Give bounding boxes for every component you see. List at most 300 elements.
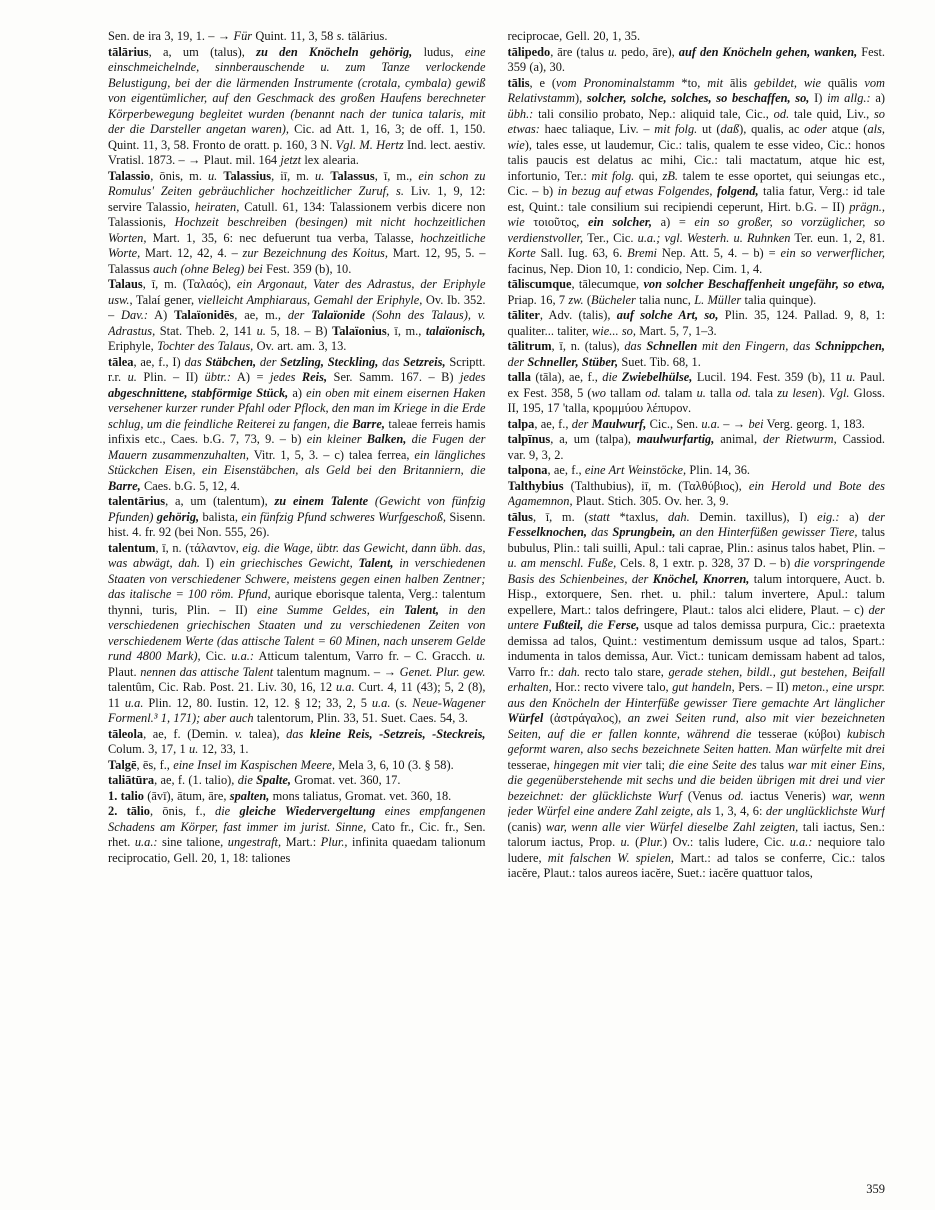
entry-text-segment: Ter. eun. 1, 2, 81. xyxy=(790,230,885,245)
entry-text-segment: Plin. 12, 80. Iustin. 12, 12. § 12; 33, 2, 5 xyxy=(143,695,372,710)
entry-text-segment: ) Ov.: talis ludere, Cic. xyxy=(663,835,790,849)
entry-text-segment: tālipedo xyxy=(507,44,551,59)
dictionary-entry xyxy=(108,494,486,541)
entry-text-segment: Ter., Cic. xyxy=(583,230,638,245)
entry-text-segment: a) xyxy=(870,91,885,105)
dictionary-entry xyxy=(108,45,486,169)
entry-text-segment: , ēs, f., xyxy=(136,757,174,772)
entry-text-segment: mit xyxy=(707,75,724,90)
entry-text-segment: folgend, xyxy=(716,184,759,198)
entry-text-segment: eig. die Wage, übtr. das Gewicht, dann übh. das, was abwägt, dah. xyxy=(108,540,486,570)
entry-text-segment: Plaut. Stich. 305. Ov. her. 3, 9. xyxy=(572,494,729,508)
entry-text-segment: Tochter des Talaus, xyxy=(157,339,254,353)
dictionary-entry xyxy=(108,758,486,774)
dictionary-entry xyxy=(108,541,486,727)
entry-text-segment: *to, xyxy=(674,75,708,90)
entry-text-segment: talaïonisch, xyxy=(425,323,486,338)
entry-text-segment: ein kleiner xyxy=(306,432,362,446)
entry-text-segment: Vgl. xyxy=(829,385,850,400)
entry-text-segment: Talaïonidēs xyxy=(174,308,235,322)
entry-text-segment: A) xyxy=(148,308,175,322)
entry-text-segment: Talaïonide xyxy=(311,308,366,322)
entry-text-segment: der xyxy=(571,416,589,431)
entry-text-segment: Verg. georg. 1, 183. xyxy=(763,416,865,431)
entry-text-segment: Fesselknochen, xyxy=(507,525,588,539)
entry-text-segment: nequiore talo ludere, xyxy=(507,835,885,865)
entry-text-segment: tesserae, xyxy=(507,757,554,772)
entry-text-segment: in bezug auf etwas Folgendes, xyxy=(557,184,713,198)
entry-text-segment: ein Herold und Bote des Agamemnon, xyxy=(507,478,885,508)
entry-text-segment: zu lesen xyxy=(777,385,818,400)
entry-text-segment: Sprungbein, xyxy=(612,525,676,539)
entry-text-segment: Cic. xyxy=(200,649,232,663)
entry-text-segment: als, wie xyxy=(507,122,885,152)
entry-text-segment: Mart. 5, 7, 1–3. xyxy=(635,323,717,338)
entry-text-segment: , e ( xyxy=(529,75,556,90)
entry-text-segment: gehörig, xyxy=(156,509,200,524)
entry-text-segment: ), qualis, ac xyxy=(739,122,805,136)
entry-text-segment xyxy=(375,804,384,818)
entry-text-segment: u.a. xyxy=(124,695,144,710)
entry-text-segment: τοιοῦτος, xyxy=(524,215,588,229)
entry-text-segment: u. xyxy=(696,385,706,400)
entry-text-segment: 1. talio xyxy=(108,788,144,803)
entry-text-segment: talpa xyxy=(507,416,535,431)
entry-text-segment: Für xyxy=(233,29,253,43)
entry-text-segment: zur Bezeichnung des Koitus, xyxy=(242,246,388,260)
entry-text-segment: , ī, m. (Ταλαός), xyxy=(142,277,237,291)
entry-text-segment: (Gewicht von fünfzig Pfunden) xyxy=(108,494,486,524)
entry-text-segment: Schnippchen, xyxy=(815,339,885,353)
entry-text-segment: Cassiod. var. 9, 3, 2. xyxy=(507,432,885,462)
entry-text-segment: wo xyxy=(591,385,606,400)
entry-text-segment: ). xyxy=(817,385,830,400)
entry-text-segment: talea), xyxy=(242,726,287,741)
entry-text-segment: bei xyxy=(748,416,764,431)
dictionary-entry xyxy=(508,76,886,278)
entry-text-segment: Catull. 61, 134: Talassionem verbis dicere non Talassionis, xyxy=(108,199,486,229)
entry-text-segment: talentûm, Cic. Rab. Post. 21. Liv. 30, 16, 12 xyxy=(108,680,336,694)
entry-text-segment: Schnellen xyxy=(646,339,698,353)
entry-text-segment: , ae, f. (1. talio), xyxy=(154,773,238,787)
column-right xyxy=(508,29,886,1193)
entry-text-segment: Talaus xyxy=(108,277,143,291)
entry-text-segment: Talgē xyxy=(108,757,137,772)
entry-text-segment: u. xyxy=(207,168,218,183)
entry-text-segment: Talthybius xyxy=(507,478,564,493)
dictionary-entry xyxy=(108,29,486,45)
entry-text-segment: atque ( xyxy=(826,122,868,136)
entry-text-segment: die xyxy=(587,618,603,632)
entry-text-segment: ), tales esse, ut laudemur, Cic.: talis, qualem te esse video, Cic.: honos talis paucis est delatus ac mihi, Cic.: tali mactatum, atque hic est, infortunio, Ter.: xyxy=(507,137,885,183)
entry-text-segment: Dav.: xyxy=(121,308,148,322)
entry-text-segment: tāliscumque xyxy=(507,277,572,291)
entry-text-segment: (Sohn des Talaus), v. Adrastus, xyxy=(108,308,486,338)
entry-text-segment: jetzt xyxy=(280,153,302,167)
entry-text-segment: mons taliatus, Gromat. vet. 360, 18. xyxy=(269,788,452,803)
entry-text-segment: Mart. 1, 35, 6: nec defuerunt tua verba, Talasse, xyxy=(146,230,421,245)
entry-text-segment: Reis, xyxy=(301,370,328,384)
entry-text-segment: Cic. ad Att. 1, 16, 3; de off. 1, 150. Quint. 11, 3, 58. Fronto de oratt. p. 160, 3 N. xyxy=(108,122,486,152)
entry-text-segment: zu den Knöcheln gehörig, xyxy=(256,44,413,59)
entry-text-segment: Fest. 359 (a), 30. xyxy=(507,44,885,74)
entry-text-segment: ein fünfzig Pfund schweres Wurfgeschoß, xyxy=(241,509,446,524)
entry-text-segment: (canis) xyxy=(507,819,546,834)
entry-text-segment: Vgl. M. Hertz xyxy=(335,137,404,152)
entry-text-segment: ( xyxy=(390,695,400,710)
entry-text-segment: Talassius xyxy=(223,168,272,183)
entry-text-segment: Eriphyle, xyxy=(108,339,158,353)
entry-text-segment: , ae, f., xyxy=(547,463,585,477)
entry-text-segment: Talent, xyxy=(403,602,439,617)
entry-text-segment: die Fugen der Mauern zusammenzuhalten, xyxy=(108,432,486,462)
entry-text-segment: u. xyxy=(476,649,486,663)
entry-text-segment: , ī, m., xyxy=(374,168,419,183)
entry-text-segment: mit den Fingern, das xyxy=(702,339,811,353)
entry-text-segment: Sall. Iug. 63, 6. xyxy=(535,246,628,260)
entry-text-segment: gleiche Wiedervergeltung xyxy=(239,804,376,818)
entry-text-segment: ( xyxy=(583,292,592,307)
entry-text-segment: tāleola xyxy=(108,726,144,741)
entry-text-segment: (āvī), ātum, āre, xyxy=(144,788,230,803)
entry-text-segment: facinus, Nep. Dion 10, 1: condicio, Nep. Cim. 1, 4. xyxy=(507,261,763,276)
entry-text-segment: ein oben mit einem eisernen Haken versehener kurzer runder Pfahl oder Pflock, den man im Kriege in die Erde schlug, um die feindliche Reiterei zu fangen, die xyxy=(108,385,486,431)
entry-text-segment: , ōnis, f., xyxy=(149,804,216,818)
entry-text-segment: Schneller, Stüber, xyxy=(527,354,619,369)
entry-text-segment: u.a. xyxy=(701,416,720,431)
dictionary-entry xyxy=(508,339,886,370)
entry-text-segment: in den verschiedenen griechischen Staaten und zu verschiedenen Zeiten von verschiedenem Werte (das attische Talent = 60 Minen, nach unserem Gelde rund 4800 Mark), xyxy=(108,602,486,663)
entry-text-segment: 5, 18. – B) xyxy=(265,323,333,338)
entry-text-segment: kubisch geformt waren, also sechs bezeichnete Seiten hatten. Man würfelte mit drei xyxy=(507,726,885,756)
entry-text-segment: eig.: xyxy=(817,509,840,524)
entry-text-segment: balista, xyxy=(199,509,242,524)
entry-text-segment: Scriptt. r.r. xyxy=(108,354,486,384)
entry-text-segment xyxy=(365,308,372,322)
entry-text-segment: der xyxy=(868,509,885,524)
entry-text-segment: , ae, f., I) xyxy=(133,354,185,369)
entry-text-segment: tali consilio probato, Nep.: aliquid tale, Cic., xyxy=(533,106,774,121)
entry-text-segment: A) = xyxy=(231,370,270,384)
entry-text-segment: der xyxy=(259,354,277,369)
entry-text-segment: ein schon zu Romulus' Zeiten gebräuchlicher hochzeitlicher Zuruf, s. xyxy=(108,168,486,198)
entry-text-segment: maulwurfartig, xyxy=(636,432,715,446)
entry-text-segment: u. xyxy=(189,742,199,756)
entry-text-segment: Würfel xyxy=(507,711,544,725)
entry-text-segment: tali iactus, Sen.: talorum iactus, Prop. xyxy=(507,819,885,849)
entry-text-segment: a) = xyxy=(651,215,695,229)
entry-text-segment: Balken, xyxy=(366,432,407,446)
entry-text-segment: das xyxy=(382,354,400,369)
entry-text-segment: Sen. de ira 3, 19, 1. – → xyxy=(108,29,234,43)
entry-text-segment xyxy=(368,494,375,508)
entry-text-segment: tala xyxy=(751,385,778,400)
entry-text-segment: Priap. 16, 7 xyxy=(507,292,569,307)
entry-text-segment: solcher, solche, solches, so beschaffen, so, xyxy=(586,91,810,105)
dictionary-entry xyxy=(508,29,886,45)
entry-text-segment: tallam xyxy=(606,385,646,400)
entry-text-segment: ludus, xyxy=(412,44,465,59)
entry-text-segment: der xyxy=(287,308,305,322)
entry-text-segment: (tāla), ae, f., xyxy=(530,370,603,384)
entry-text-segment: hingegen mit vier xyxy=(553,757,642,772)
dictionary-entry xyxy=(508,45,886,76)
entry-text-segment: Talaí gener, xyxy=(132,292,198,307)
entry-text-segment: Colum. 3, 17, 1 xyxy=(108,742,190,756)
entry-text-segment: die xyxy=(237,773,253,787)
entry-text-segment: der xyxy=(507,354,525,369)
entry-text-segment: , iī, m. xyxy=(271,168,316,183)
entry-text-segment: , ī, n. (τάλαντον, xyxy=(155,540,243,555)
entry-text-segment: u. xyxy=(315,168,325,183)
entry-text-segment: , ōnis, m. xyxy=(150,168,208,183)
entry-text-segment: talia nunc, xyxy=(635,292,695,307)
entry-text-segment: zB. xyxy=(662,168,679,183)
entry-text-segment: u.a.: xyxy=(134,835,158,849)
entry-text-segment: Hochzeit beschreiben (besingen) mit nicht hochzeitlichen Worten, xyxy=(108,215,486,245)
entry-text-segment: , tālecumque, xyxy=(571,277,644,291)
entry-text-segment: u.a. xyxy=(371,695,391,710)
dictionary-entry xyxy=(508,510,886,882)
entry-text-segment: Mart.: xyxy=(281,835,321,849)
entry-text-segment: Plin. 14, 36. xyxy=(686,463,751,477)
entry-text-segment: an zwei Seiten rund, also mit vier bezeichneten Seiten, auf die er fallen konnte, während die xyxy=(507,711,885,741)
entry-text-segment: Plin. 35, 124. Pallad. 9, 8, 1: qualiter... taliter, xyxy=(507,308,885,338)
entry-text-segment: wie... so, xyxy=(592,323,636,338)
entry-text-segment: talia quinque). xyxy=(741,292,817,307)
entry-text-segment: od. xyxy=(728,788,744,803)
entry-text-segment: Ind. lect. aestiv. Vratisl. 1873. – → Plaut. mil. 164 xyxy=(108,137,486,167)
entry-text-segment: das xyxy=(591,525,609,539)
entry-text-segment: ungestraft, xyxy=(227,835,282,849)
entry-text-segment: talam xyxy=(660,385,697,400)
entry-text-segment: ein so verwerflicher, xyxy=(780,246,885,260)
entry-text-segment: talla xyxy=(705,385,736,400)
column-left xyxy=(108,29,486,1193)
dictionary-entry xyxy=(108,773,486,789)
dictionary-entry xyxy=(108,355,486,495)
dictionary-entry xyxy=(108,277,486,355)
entry-text-segment: tālis xyxy=(507,75,530,90)
entry-text-segment: u.a.; vgl. Westerh. u. Ruhnken xyxy=(637,230,791,245)
entry-text-segment: (ἀστράγαλος), xyxy=(543,711,628,725)
dictionary-entry xyxy=(108,727,486,758)
entry-text-segment: v. xyxy=(234,726,243,741)
entry-text-segment: , āre (talus xyxy=(550,44,608,59)
entry-text-segment: gerade stehen, bildl., gut bestehen, Beifall erhalten, xyxy=(507,664,885,694)
entry-text-segment: lex alearia. xyxy=(301,153,359,167)
entry-text-segment: talem te esse oportet, qui seiungas etc., Cic. – b) xyxy=(507,168,885,198)
entry-text-segment: L. Müller xyxy=(694,292,742,307)
entry-text-segment: Plaut. xyxy=(108,664,141,679)
entry-text-segment: tāliter xyxy=(507,308,540,322)
entry-text-segment: ein griechisches Gewicht, xyxy=(219,556,353,570)
entry-text-segment: vielleicht Amphiaraus, Gemahl der Eriphyle, xyxy=(197,292,423,307)
entry-text-segment: Nep. Att. 5, 4. – b) = xyxy=(656,246,781,260)
entry-text-segment: Stat. Theb. 2, 141 xyxy=(155,323,257,338)
entry-text-segment: Setzreis, xyxy=(403,354,446,369)
dictionary-entry xyxy=(508,432,886,463)
entry-text-segment: Talaïonius xyxy=(332,323,387,338)
dictionary-entry xyxy=(508,463,886,479)
entry-text-segment: eine Insel im Kaspischen Meere, xyxy=(173,757,335,772)
entry-text-segment: vom Pronominalstamm xyxy=(555,75,675,90)
entry-text-segment: abgeschnittene, stabförmige Stück, xyxy=(108,385,289,400)
entry-text-segment: I) xyxy=(809,91,828,105)
entry-text-segment: animal, xyxy=(714,432,763,446)
entry-text-segment: Pers. – II) xyxy=(734,680,793,694)
entry-text-segment: in verschiedenen Staaten von verschiedener Schwere, meistens gegen einen halben Zentner; das italische = 100 röm. Pfund, xyxy=(108,556,486,601)
entry-text-segment: die vorspringende Basis des Schienbeines, der xyxy=(507,556,885,586)
entry-text-segment: s. Neue-Wagener Formenl.³ 1, 171); aber auch xyxy=(108,695,486,725)
entry-text-segment: Maulwurf, xyxy=(591,416,647,431)
entry-text-segment: Talassio xyxy=(108,168,151,183)
entry-text-segment: Stäbchen, xyxy=(205,354,257,369)
entry-text-segment: , ī, m., xyxy=(386,323,426,338)
entry-text-segment: die xyxy=(215,804,231,818)
entry-text-segment: Atticum talentum, Varro fr. – C. Gracch. xyxy=(254,649,477,663)
entry-text-segment: talentum magnum. – → xyxy=(273,664,400,679)
entry-text-segment: u. xyxy=(256,323,266,338)
entry-text-segment: war, wenn jeder Würfel eine andere Zahl zeigte, als xyxy=(507,788,885,818)
entry-text-segment: eine Summe Geldes, ein xyxy=(256,602,395,617)
entry-text-segment: recto talo stare, xyxy=(580,664,669,679)
dictionary-entry xyxy=(108,804,486,866)
entry-text-segment: auf solche Art, so, xyxy=(616,308,719,322)
entry-text-segment: das xyxy=(624,339,642,353)
entry-text-segment: Genet. Plur. gew. xyxy=(399,664,486,679)
entry-text-segment: ālis xyxy=(723,75,754,90)
entry-text-segment: sine talione, xyxy=(157,835,228,849)
entry-text-segment: eines empfangenen Schadens am Körper, fast immer im jurist. Sinne, xyxy=(108,804,486,834)
entry-text-segment: Cato fr., Cic. fr., Sen. rhet. xyxy=(108,819,486,849)
entry-text-segment: dah. xyxy=(558,664,581,679)
entry-text-segment: u. xyxy=(607,44,618,59)
entry-text-segment: (Venus xyxy=(681,788,729,803)
entry-text-segment: u. am menschl. Fuße, xyxy=(507,556,617,570)
entry-text-segment: tālārius xyxy=(108,44,149,59)
dictionary-entry xyxy=(108,789,486,805)
entry-text-segment: mit falschen W. spielen, xyxy=(547,850,674,865)
entry-text-segment: Cic., Sen. xyxy=(646,416,702,431)
entry-text-segment: ut ( xyxy=(697,122,721,136)
entry-text-segment: ein so großer, so vorzüglicher, so verdienstvoller, xyxy=(507,215,885,245)
entry-text-segment: , ī, n. (talus), xyxy=(551,339,625,353)
entry-text-segment: Barre, xyxy=(352,416,385,431)
entry-text-segment: Fest. 359 (b), 10. xyxy=(262,261,352,276)
entry-text-segment: reciprocae, Gell. 20, 1, 35. xyxy=(507,29,641,43)
entry-text-segment: tālārius. xyxy=(344,29,388,43)
entry-text-segment: talia fatur, Verg.: id tale est, Quint.: tale consilium sui recipiendi ceperunt, Hirt. b.G. – II) xyxy=(507,184,885,214)
entry-text-segment: der Rietwurm, xyxy=(763,432,837,446)
entry-text-segment: I) xyxy=(200,556,220,570)
entry-text-segment: Hor.: recto vivere talo, xyxy=(551,680,673,694)
entry-text-segment: a) xyxy=(839,509,869,524)
entry-text-segment: hochzeitliche Worte, xyxy=(108,230,486,260)
entry-text-segment: Paul. ex Fest. 358, 5 ( xyxy=(507,370,885,400)
entry-text-segment: das xyxy=(184,354,202,369)
entry-text-segment: , a, um (talentum), xyxy=(165,494,275,508)
entry-text-segment: talus xyxy=(756,757,788,772)
entry-text-segment: tālea xyxy=(108,354,134,369)
entry-text-segment: infinita quaedam talionum reciprocatio, Gell. 20, 1, 18: taliones xyxy=(108,835,486,865)
entry-text-segment: Talent, xyxy=(358,556,394,570)
entry-text-segment: Mela 3, 6, 10 (3. § 58). xyxy=(334,757,454,772)
entry-text-segment: Gromat. vet. 360, 17. xyxy=(290,773,401,787)
entry-text-segment: u. xyxy=(127,370,137,384)
entry-text-segment: ( xyxy=(629,835,640,849)
entry-text-segment: , a, um (talus), xyxy=(148,44,257,59)
dictionary-entry xyxy=(508,308,886,339)
entry-text-segment: Bücheler xyxy=(591,292,636,307)
entry-text-segment: Vitr. 1, 5, 3. – c) talea ferrea, xyxy=(248,447,415,462)
entry-text-segment: Mart. 12, 42, 4. – xyxy=(140,246,243,260)
entry-text-segment: usque ad talos demissa purpura, Cic.: praetexta demissa ad talos, Quint.: vestimentum demissum usque ad talos, Spart.: indumenta in talos demissa, Aur. Vict.: tunicam demissam habent ad talos, Varro fr.: xyxy=(507,618,885,679)
entry-text-segment: übh.: xyxy=(507,106,534,121)
entry-text-segment: Mart.: ad talos se conferre, Cic.: talos iacĕre, Plaut.: talos aureos iacĕre, Suet.: iacĕre quattuor talos, xyxy=(507,850,885,880)
entry-text-segment: ein solcher, xyxy=(587,215,652,229)
entry-text-segment: nennen das attische Talent xyxy=(140,664,274,679)
entry-text-segment: s. xyxy=(336,29,345,43)
entry-text-segment: so etwas: xyxy=(507,106,885,136)
entry-text-segment: – → xyxy=(719,416,749,431)
entry-text-segment: Curt. 4, 11 (43); 5, 2 (8), 11 xyxy=(108,680,486,710)
entry-text-segment: , ī, m. ( xyxy=(532,509,589,524)
entry-text-segment: Liv. 1, 9, 12: servire Talassio, xyxy=(108,184,486,214)
entry-text-segment: Korte xyxy=(507,246,536,260)
entry-text-segment: tālus xyxy=(507,509,533,524)
entry-text-segment: talla xyxy=(507,370,531,384)
entry-text-segment: jedes xyxy=(460,370,486,384)
entry-text-segment: talentārius xyxy=(108,494,166,508)
entry-text-segment: , Adv. (talis), xyxy=(539,308,617,322)
entry-text-segment: von solcher Beschaffenheit ungefähr, so etwa, xyxy=(643,277,885,291)
entry-text-segment: Ov. art. am. 3, 13. xyxy=(253,339,347,353)
entry-text-segment: Plur. xyxy=(639,835,664,849)
entry-text-segment: Setzling, Steckling, xyxy=(280,354,379,369)
entry-text-segment: 2. tālio xyxy=(108,804,150,818)
entry-text-segment: Gloss. II, 195, 17 'talla, κρομμύου λέπυρον. xyxy=(507,385,885,415)
entry-text-segment: tali; xyxy=(641,757,669,772)
entry-text-segment: u. xyxy=(846,370,856,384)
entry-text-segment: a) xyxy=(288,385,307,400)
entry-text-segment: Sisenn. hist. 4. fr. 92 (bei Non. 555, 26). xyxy=(108,509,486,539)
entry-text-segment: , ae, f., xyxy=(534,416,572,431)
entry-text-segment: die xyxy=(602,370,618,384)
entry-text-segment: jedes xyxy=(269,370,296,384)
entry-text-segment: prägn., wie xyxy=(507,199,885,229)
entry-text-segment: Cels. 8, 1 extr. p. 328, 37 D. – b) xyxy=(616,556,795,570)
entry-text-segment: die eine Seite des xyxy=(668,757,757,772)
entry-text-segment: heiraten, xyxy=(194,199,240,214)
entry-text-segment: Mart. 12, 95, 5. – Talassus xyxy=(108,246,486,276)
entry-text-segment: übtr.: xyxy=(204,370,232,384)
dictionary-entry xyxy=(508,479,886,510)
entry-text-segment: (Talthubius), iī, m. (Ταλθύβιος), xyxy=(563,478,749,493)
entry-text-segment: auch (ohne Beleg) bei xyxy=(153,261,263,276)
entry-text-segment: , ae, m., xyxy=(234,308,288,322)
entry-text-segment: Ser. Samm. 167. – B) xyxy=(327,370,461,384)
dictionary-entry xyxy=(508,370,886,417)
entry-text-segment: an den Hinterfüßen gewisser Tiere, xyxy=(679,525,858,539)
entry-text-segment: talentum xyxy=(108,540,156,555)
entry-text-segment: Lucil. 194. Fest. 359 (b), 11 xyxy=(692,370,847,384)
entry-text-segment: aurique eborisque talenta, Verg.: talentum thynni, turis, Plin. – II) xyxy=(108,587,486,617)
entry-text-segment: eine einschmeichelnde, sinnberauschende u. zum Tanze verlockende Belustigung, bei der die lärmenden Instrumente (crotala, cymbala) gewiß von eigentümlicher, auf den Geschmack des großen Haufens berechneter Körperbewegung begleitet wurden (benannt nach der tunica talaris, mit der die Darsteller angetan waren), xyxy=(108,44,486,136)
dictionary-entry xyxy=(508,417,886,433)
entry-text-segment: Demin. taxillus), I) xyxy=(689,509,818,524)
entry-text-segment: Talassus xyxy=(330,168,375,183)
